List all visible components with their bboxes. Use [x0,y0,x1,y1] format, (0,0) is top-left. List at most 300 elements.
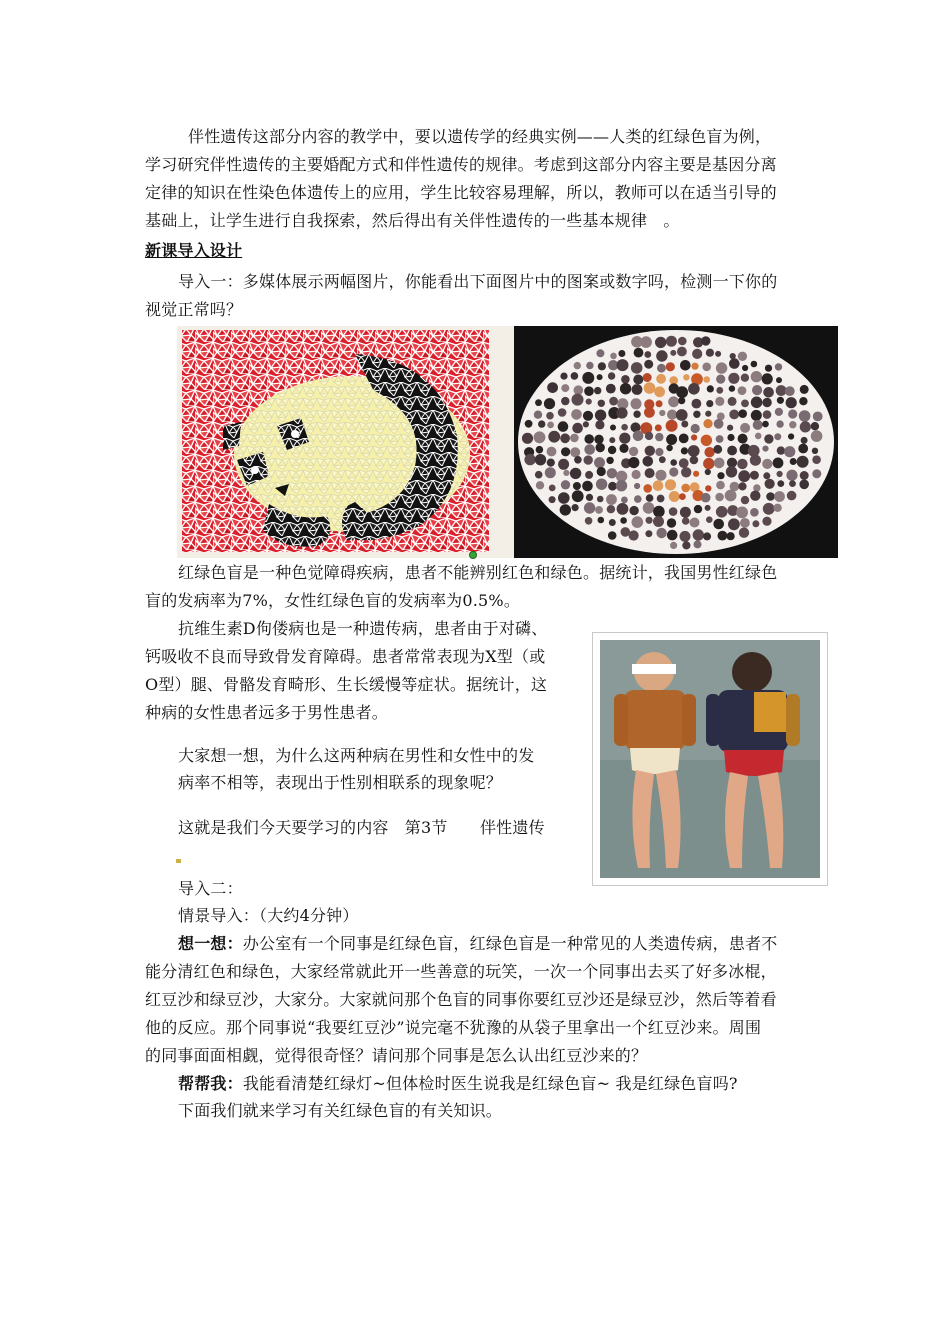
think-line-3: 红豆沙和绿豆沙，大家分。大家就问那个色盲的同事你要红豆沙还是绿豆沙，然后等着看 [145,990,777,1009]
plate-dot [694,505,702,513]
help-label: 帮帮我： [178,1074,243,1093]
plate-dot [750,471,759,480]
plate-dot [584,386,594,396]
plate-dot [608,531,617,540]
plate-dot [570,447,580,457]
plate-dot [694,540,702,548]
plate-dot [538,420,545,427]
plate-dot [727,446,737,456]
think-line-4: 他的反应。那个同事说“我要红豆沙”说完毫不犹豫的从袋子里拿出一个红豆沙来。周围 [145,1018,762,1037]
plate-dot [701,336,710,345]
plate-dot [594,435,603,444]
plate-dot [812,455,821,464]
plate-dot [773,504,781,512]
plate-dot [680,531,691,542]
plate-dot [681,421,688,428]
plate-dot [680,360,691,371]
plate-dot [725,490,737,502]
plate-dot [678,397,685,404]
plate-dot [570,434,579,443]
plate-dot [560,504,571,515]
plate-dot [706,349,714,357]
plate-dot [705,411,711,417]
plate-dot [812,469,821,478]
plate-dot [572,490,584,502]
plate-dot [634,495,642,503]
plate-dot [655,433,663,441]
plate-dot [558,492,570,504]
rickets-line-1: 抗维生素D佝偻病也是一种遗传病，患者由于对磷、 [178,619,548,638]
plate-dot [668,396,679,407]
plate-dot [679,458,689,468]
plate-dot [811,430,823,442]
plate-dot [777,397,784,404]
plate-dot [572,504,579,511]
plate-dot [750,455,761,466]
plate-dot [598,400,605,407]
rickets-line-4: 种病的女性患者远多于男性患者。 [145,703,389,722]
plate-dot [739,528,749,538]
plate-dot [656,350,667,361]
plate-dot [659,410,665,416]
plate-dot [561,447,570,456]
plate-dot [620,517,627,524]
plate-dot [741,374,749,382]
plate-dot [597,374,603,380]
plate-dot [643,502,655,514]
plate-dot [681,447,688,454]
plate-dot [774,491,785,502]
plate-dot [548,431,560,443]
plate-dot [595,506,603,514]
colorblind-line-2: 盲的发病率为7%，女性红绿色盲的发病率为0.5%。 [145,591,521,610]
plate-dot [571,409,582,420]
plate-dot [653,506,665,518]
plate-dot [798,444,808,454]
plate-dot [752,520,759,527]
think-line-2: 能分清红色和绿色，大家经常就此开一些善意的玩笑，一次一个同事出去买了好多冰棍， [145,962,777,981]
plate-dot [597,467,606,476]
plate-dot [799,397,807,405]
plate-dot [608,372,615,379]
plate-dot [586,399,592,405]
plate-dot [645,530,652,537]
plate-dot [706,516,713,523]
plate-dot [728,518,740,530]
plate-dot [667,518,676,527]
edit-marker [176,859,181,863]
plate-dot [621,375,630,384]
think-text-1: 办公室有一个同事是红绿色盲，红绿色盲是一种常见的人类遗传病，患者不 [242,934,778,953]
plate-dot [777,471,783,477]
plate-dot [534,431,546,443]
plate-dot [762,421,769,428]
plate-dot [563,470,569,476]
plate-dot [594,457,605,468]
plate-dot [691,434,697,440]
plate-dot [692,349,702,359]
plate-dot [800,385,809,394]
plate-dot [596,479,607,490]
plate-dot [676,386,688,398]
plate-dot [525,420,533,428]
plate-dot [786,470,797,481]
plate-dot [666,434,677,445]
plate-dot [586,362,593,369]
plate-dot [620,383,631,394]
plate-dot [573,482,581,490]
plate-dot [716,362,727,373]
plate-dot [643,484,652,493]
plate-dot [691,424,700,433]
plate-dot [628,457,639,468]
plate-dot [582,481,593,492]
plate-dot [751,397,763,409]
plate-dot [646,494,654,502]
plate-dot [717,472,724,479]
plate-dot [666,362,675,371]
plate-dot [676,409,688,421]
plate-dot [705,469,711,475]
plate-dot [703,532,711,540]
plate-dot [750,508,759,517]
plate-dot [584,434,594,444]
closing-line: 下面我们就来学习有关红绿色盲的有关知识。 [178,1101,503,1120]
plate-dot [693,529,704,540]
plate-dot [702,363,711,372]
plate-dot [716,506,728,518]
rickets-children-photo [592,632,828,886]
plate-dot [535,471,543,479]
plate-dot [692,399,702,409]
plate-dot [773,458,784,469]
plate-dot [617,359,629,371]
plate-dot [656,470,667,481]
plate-dot [774,433,781,440]
plate-dot [656,374,666,384]
plate-dot [738,409,747,418]
plate-dot [656,528,666,538]
plate-dot [681,484,690,493]
intro1-line-2: 视觉正常吗？ [145,300,243,319]
plate-dot [693,471,699,477]
plate-dot [788,409,797,418]
plate-dot [703,458,714,469]
plate-dot [607,468,617,478]
plate-dot [813,412,823,422]
plate-dot [546,412,554,420]
plate-dot [679,434,689,444]
plate-dot [789,421,796,428]
plate-dot [574,385,584,395]
plate-dot [800,471,809,480]
plate-dot [785,386,795,396]
plate-dot [609,437,615,443]
plate-dot [629,530,639,540]
plate-dot [787,491,797,501]
plate-dot [547,447,557,457]
plate-dot [583,411,593,421]
plate-dot [582,372,594,384]
plate-dot [560,433,570,443]
plate-dot [596,443,605,452]
plate-dot [701,493,711,503]
plate-dot [763,503,775,515]
plate-dot [704,447,714,457]
plate-dot [729,385,735,391]
plate-dot [535,399,542,406]
colorblind-line-1: 红绿色盲是一种色觉障碍疾病，患者不能辨别红色和绿色。据统计，我国男性红绿色 [178,563,778,582]
plate-dot [670,350,676,356]
plate-dot [776,377,782,383]
plate-dot [667,410,677,420]
plate-dot [571,372,579,380]
plate-dot [715,351,721,357]
question-line-1: 大家想一想，为什么这两种病在男性和女性中的发 [178,746,535,765]
plate-dot [629,447,638,456]
plate-dot [643,456,654,467]
plate-dot [678,337,687,346]
plate-dot [701,435,712,446]
plate-dot [656,400,663,407]
plate-dot [737,459,747,469]
plate-dot [715,493,724,502]
plate-dot [753,484,760,491]
plate-dot [706,400,713,407]
plate-dot [703,376,710,383]
plate-dot [606,457,613,464]
plate-dot [786,397,797,408]
plate-dot [775,363,782,370]
plate-dot [547,459,555,467]
plate-dot [730,353,736,359]
plate-dot [705,505,711,511]
question-line-2: 病率不相等，表现出于性别相联系的现象呢？ [178,773,503,792]
lesson-title-line: 这就是我们今天要学习的内容 第3节 伴性遗传 [178,818,545,837]
panda-mosaic-image [177,326,514,558]
plate-dot [584,502,595,513]
plate-dot [669,491,680,502]
plate-dot [680,507,691,518]
plate-dot [657,364,666,373]
plate-dot [714,458,725,469]
plate-dot [681,467,691,477]
plate-dot [558,408,567,417]
plate-dot [789,480,796,487]
plate-dot [713,445,722,454]
plate-dot [670,459,677,466]
intro-line-2: 学习研究伴性遗传的主要婚配方式和伴性遗传的规律。考虑到这部分内容主要是基因分离 [145,155,777,174]
plate-dot [616,480,627,491]
plate-dot [607,505,615,513]
plate-dot [690,518,700,528]
plate-dot [718,531,728,541]
plate-dot [645,468,655,478]
plate-dot [608,482,617,491]
plate-dot [683,374,689,380]
plate-dot [608,446,616,454]
plate-dot [583,421,589,427]
plate-dot [727,532,735,540]
plate-dot [726,466,737,477]
plate-dot [763,387,774,398]
plate-dot [688,445,700,457]
plate-dot [764,434,773,443]
plate-dot [655,337,666,348]
rickets-line-2: 钙吸收不良而导致骨发育障碍。患者常常表现为X型（或 [145,647,546,666]
plate-dot [616,407,627,418]
plate-dot [584,444,595,455]
plate-dot [655,424,662,431]
plate-dot [679,493,686,500]
plate-dot [669,507,678,516]
plate-dot [777,446,785,454]
plate-dot [659,456,666,463]
plate-dot [690,456,699,465]
plate-dot [682,517,690,525]
think-line-1 [178,934,777,954]
intro1-line-1: 导入一：多媒体展示两幅图片，你能看出下面图片中的图案或数字吗，检测一下你的 [178,272,778,291]
plate-dot [645,432,653,440]
plate-dot [669,467,678,476]
plate-dot [536,446,544,454]
plate-dot [790,458,797,465]
plate-dot [634,483,640,489]
plate-dot [610,425,616,431]
plate-dot [632,384,643,395]
plate-dot [632,516,644,528]
plate-dot [693,411,700,418]
plate-dot [621,424,628,431]
plate-dot [800,421,811,432]
plate-dot [595,410,606,421]
plate-dot [632,470,641,479]
plate-dot [738,434,748,444]
plate-dot [561,480,570,489]
plate-dot [618,350,625,357]
plate-dot [665,479,676,490]
plate-dot [524,454,535,465]
plate-dot [691,363,698,370]
plate-dot [688,383,700,395]
plate-dot [597,496,604,503]
plate-dot [544,398,555,409]
plate-dot [547,382,558,393]
intro2-label: 导入二： [178,879,243,898]
plate-dot [586,494,593,501]
plate-dot [713,519,724,530]
plate-dot [596,349,604,357]
plate-dot [598,362,606,370]
plate-dot [645,446,655,456]
plate-dot [762,373,773,384]
plate-dot [561,397,569,405]
plate-dot [666,336,677,347]
plate-dot [644,407,655,418]
plate-dot [716,481,725,490]
plate-dot [682,541,690,549]
plate-dot [629,506,638,515]
plate-dot [634,348,644,358]
plate-dot [570,468,581,479]
plate-dot [535,454,546,465]
plate-dot [738,482,746,490]
plate-dot [572,423,583,434]
plate-dot [585,517,593,525]
plate-dot [741,496,749,504]
plate-dot [610,353,617,360]
plate-dot [594,387,601,394]
plate-dot [776,420,783,427]
plate-dot [716,375,725,384]
plate-dot [716,387,723,394]
plate-dot [750,491,760,501]
plate-dot [621,497,628,504]
plate-dot [598,517,605,524]
plate-dot [801,437,808,444]
intro-line-3: 定律的知识在性染色体遗传上的应用，学生比较容易理解，所以，教师可以在适当引导的 [145,183,777,202]
plate-dot [547,422,554,429]
plate-dot [644,360,653,369]
plate-dot [716,435,724,443]
plate-dot [799,410,811,422]
plate-dot [703,419,712,428]
plate-dot [561,384,569,392]
plate-dot [751,371,762,382]
plate-dot [811,422,819,430]
plate-dot [643,373,652,382]
plate-dot [522,433,533,444]
plate-dot [727,434,734,441]
plate-dot [762,446,768,452]
plate-dot [574,362,581,369]
plate-dot [606,494,617,505]
plate-dot [763,410,772,419]
plate-dot [631,398,642,409]
plate-dot [677,347,687,357]
plate-dot [549,485,556,492]
intro-line-1: 伴性遗传这部分内容的教学中，要以遗传学的经典实例——人类的红绿色盲为例， [188,127,772,146]
plate-dot [633,411,640,418]
plate-dot [644,382,656,394]
plate-dot [799,480,809,490]
plate-dot [655,448,663,456]
plate-dot [715,397,724,406]
plate-dot [762,517,771,526]
plate-dot [574,456,582,464]
scene-intro-line: 情景导入：（大约4分钟） [178,906,359,925]
plate-dot [536,481,544,489]
plate-dot [762,459,772,469]
plate-dot [714,419,724,429]
plate-dot [762,398,771,407]
think-label: 想一想： [178,934,243,953]
plate-dot [784,446,795,457]
plate-dot [633,375,643,385]
plate-dot [558,459,569,470]
plate-dot [727,425,733,431]
color-blindness-test-plate [514,326,838,558]
plate-dot [653,480,664,491]
plate-dot [729,358,740,369]
plate-dot [765,365,772,372]
plate-dot [666,420,678,432]
plate-dot [617,503,629,515]
plate-dot [631,362,643,374]
plate-dot [657,495,665,503]
plate-dot [654,386,665,397]
plate-dot [753,420,763,430]
